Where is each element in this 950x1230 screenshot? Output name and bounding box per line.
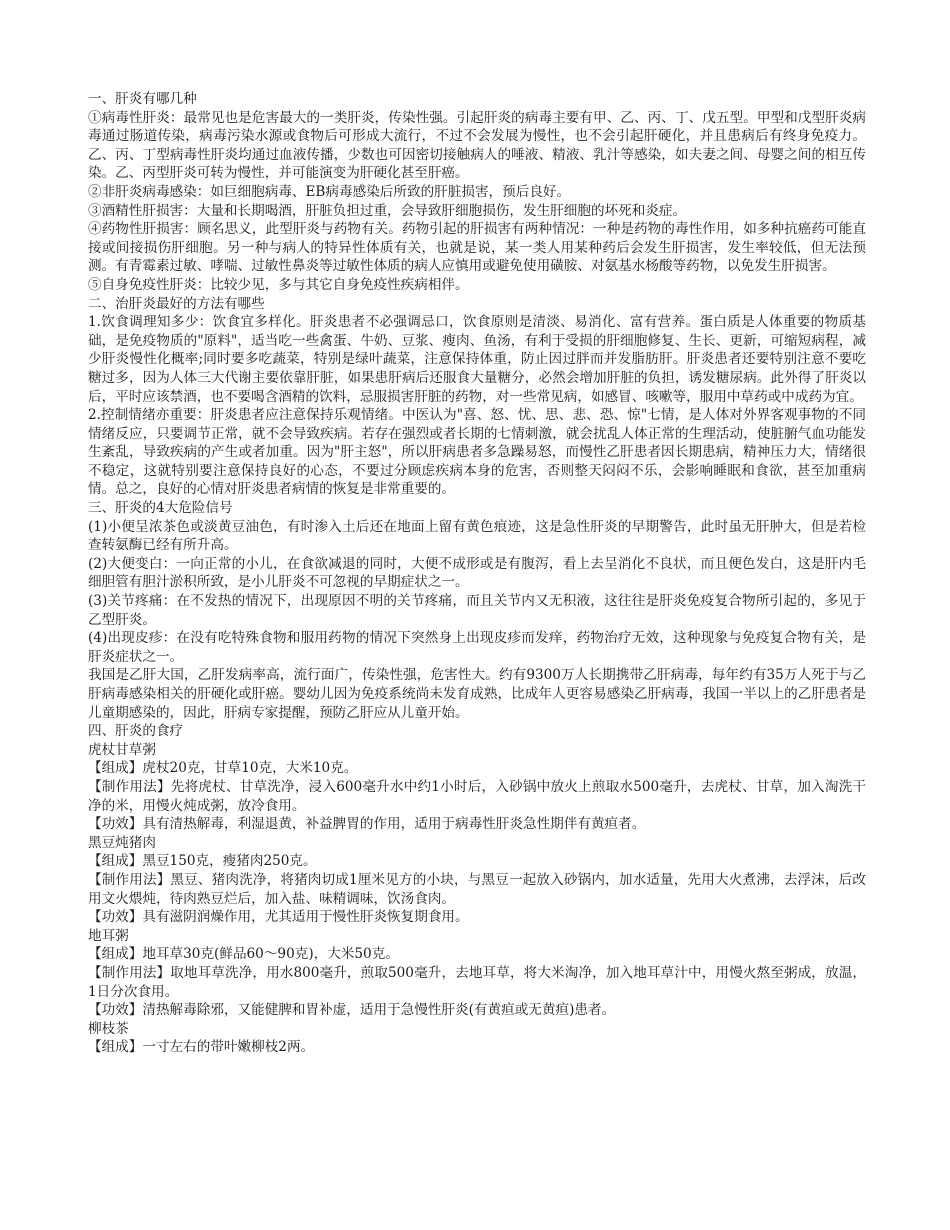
- paragraph: 【组成】虎杖20克，甘草10克，大米10克。: [88, 760, 358, 777]
- paragraph: 【功效】清热解毒除邪，又能健脾和胃补虚，适用于急慢性肝炎(有黄疸或无黄疸)患者。: [88, 1002, 616, 1019]
- paragraph: ③酒精性肝损害：大量和长期喝酒，肝脏负担过重，会导致肝细胞损伤，发生肝细胞的坏死和炎症。: [88, 202, 687, 219]
- section-heading: 四、肝炎的食疗: [88, 723, 184, 740]
- section-heading: 黑豆炖猪肉: [88, 834, 156, 851]
- paragraph: ②非肝炎病毒感染：如巨细胞病毒、EB病毒感染后所致的肝脏损害，预后良好。: [88, 183, 571, 200]
- paragraph: 【功效】具有清热解毒，利湿退黄，补益脾胃的作用，适用于病毒性肝炎急性期伴有黄疸者。: [88, 816, 646, 833]
- paragraph: ④药物性肝损害：顾名思义，此型肝炎与药物有关。药物引起的肝损害有两种情况：一种是药物的毒性作用，如多种抗癌药可能直接或间接损伤肝细胞。另一种与病人的特异性体质有关，也就是说，某一类人用某种药后会发生肝损害，发生率较低，但无法预测。有青霉素过敏、哮喘、过敏性鼻炎等过敏性体质的病人应慎用或避免使用磺胺、对氨基水杨酸等药物，以免发生肝损害。: [88, 221, 866, 275]
- paragraph: 我国是乙肝大国，乙肝发病率高，流行面广，传染性强，危害性大。约有9300万人长期携带乙肝病毒，每年约有35万人死于与乙肝病毒感染相关的肝硬化或肝癌。婴幼儿因为免疫系统尚未发育成熟，比成年人更容易感染乙肝病毒，我国一半以上的乙肝患者是儿童期感染的，因此，肝病专家提醒，预防乙肝应从儿童开始。: [88, 667, 866, 721]
- paragraph: (2)大便变白：一向正常的小儿，在食欲减退的同时，大便不成形或是有腹泻，看上去呈消化不良状，而且便色发白，这是肝内毛细胆管有胆汁淤积所致，是小儿肝炎不可忽视的早期症状之一。: [88, 555, 866, 591]
- section-heading: 虎杖甘草粥: [88, 741, 156, 758]
- paragraph: 【组成】地耳草30克(鲜品60～90克)，大米50克。: [88, 946, 399, 963]
- section-heading: 一、肝炎有哪几种: [88, 91, 197, 107]
- paragraph: 【制作用法】取地耳草洗净，用水800毫升，煎取500毫升，去地耳草，将大米淘净，加入地耳草汁中，用慢火熬至粥成，放温，1日分次食用。: [88, 964, 866, 1000]
- paragraph: (3)关节疼痛：在不发热的情况下，出现原因不明的关节疼痛，而且关节内又无积液，这往往是肝炎免疫复合物所引起的，多见于乙型肝炎。: [88, 593, 866, 628]
- paragraph: 【制作用法】黑豆、猪肉洗净，将猪肉切成1厘米见方的小块，与黑豆一起放入砂锅内，加水适量，先用大火煮沸，去浮沫，后改用文火煨炖，待肉熟豆烂后，加入盐、味精调味，饮汤食肉。: [88, 871, 866, 907]
- section-heading: 地耳粥: [88, 927, 129, 944]
- paragraph: (1)小便呈浓茶色或淡黄豆油色，有时渗入土后还在地面上留有黄色痕迹，这是急性肝炎的早期警告，此时虽无肝肿大，但是若检查转氨酶已经有所升高。: [88, 518, 866, 554]
- section-heading: 柳枝茶: [88, 1020, 129, 1037]
- paragraph: ①病毒性肝炎：最常见也是危害最大的一类肝炎，传染性强。引起肝炎的病毒主要有甲、乙、丙、丁、戊五型。甲型和戊型肝炎病毒通过肠道传染，病毒污染水源或食物后可形成大流行，不过不会发展为慢性，也不会引起肝硬化，并且患病后有终身免疫力。乙、丙、丁型病毒性肝炎均通过血液传播，少数也可因密切接触病人的唾液、精液、乳汁等感染，如夫妻之间、母婴之间的相互传染。乙、丙型肝炎可转为慢性，并可能演变为肝硬化甚至肝癌。: [88, 109, 866, 182]
- paragraph: 1.饮食调理知多少：饮食宜多样化。肝炎患者不必强调忌口，饮食原则是清淡、易消化、富有营养。蛋白质是人体重要的物质基础，是免疫物质的"原料"，适当吃一些禽蛋、牛奶、豆浆、瘦肉、鱼汤，有利于受损的肝细胞修复、生长、更新，可缩短病程，减少肝炎慢性化概率;同时要多吃蔬菜，特别是绿叶蔬菜，注意保持体重，防止因过胖而并发脂肪肝。肝炎患者还要特别注意不要吃糖过多，因为人体三大代谢主要依靠肝脏，如果患肝病后还服食大量糖分，必然会增加肝脏的负担，诱发糖尿病。此外得了肝炎以后，平时应该禁酒，也不要喝含酒精的饮料，忌服损害肝脏的药物，对一些常见病，如感冒、咳嗽等，服用中草药或中成药为宜。: [88, 314, 866, 405]
- document-body: [88, 90, 866, 1057]
- paragraph: 【制作用法】先将虎杖、甘草洗净，浸入600毫升水中约1小时后，入砂锅中放火上煎取水500毫升，去虎杖、甘草，加入淘洗干净的米，用慢火炖成粥，放冷食用。: [88, 778, 866, 814]
- paragraph: 【组成】一寸左右的带叶嫩柳枝2两。: [88, 1039, 315, 1056]
- paragraph: 【组成】黑豆150克，瘦猪肉250克。: [88, 853, 317, 870]
- paragraph: 2.控制情绪亦重要：肝炎患者应注意保持乐观情绪。中医认为"喜、怒、忧、思、悲、恐、惊"七情，是人体对外界客观事物的不同情绪反应，只要调节正常，就不会导致疾病。若存在强烈或者长期的七情刺激，就会扰乱人体正常的生理活动，使脏腑气血功能发生紊乱，导致疾病的产生或者加重。因为"肝主怒"，所以肝病患者多急躁易怒，而慢性乙肝患者因长期患病，精神压力大，情绪很不稳定，这就特别要注意保持良好的心态，不要过分顾虑疾病本身的危害，否则整天闷闷不乐，会影响睡眠和食欲，甚至加重病情。总之，良好的心情对肝炎患者病情的恢复是非常重要的。: [88, 407, 866, 498]
- section-heading: 二、治肝炎最好的方法有哪些: [88, 295, 265, 312]
- paragraph: ⑤自身免疫性肝炎：比较少见，多与其它自身免疫性疾病相伴。: [88, 276, 469, 293]
- paragraph: 【功效】具有滋阴润燥作用，尤其适用于慢性肝炎恢复期食用。: [88, 909, 469, 926]
- paragraph: (4)出现皮疹：在没有吃特殊食物和服用药物的情况下突然身上出现皮疹而发痒，药物治疗无效，这种现象与免疫复合物有关，是肝炎症状之一。: [88, 630, 866, 665]
- section-heading: 三、肝炎的4大危险信号: [88, 500, 233, 517]
